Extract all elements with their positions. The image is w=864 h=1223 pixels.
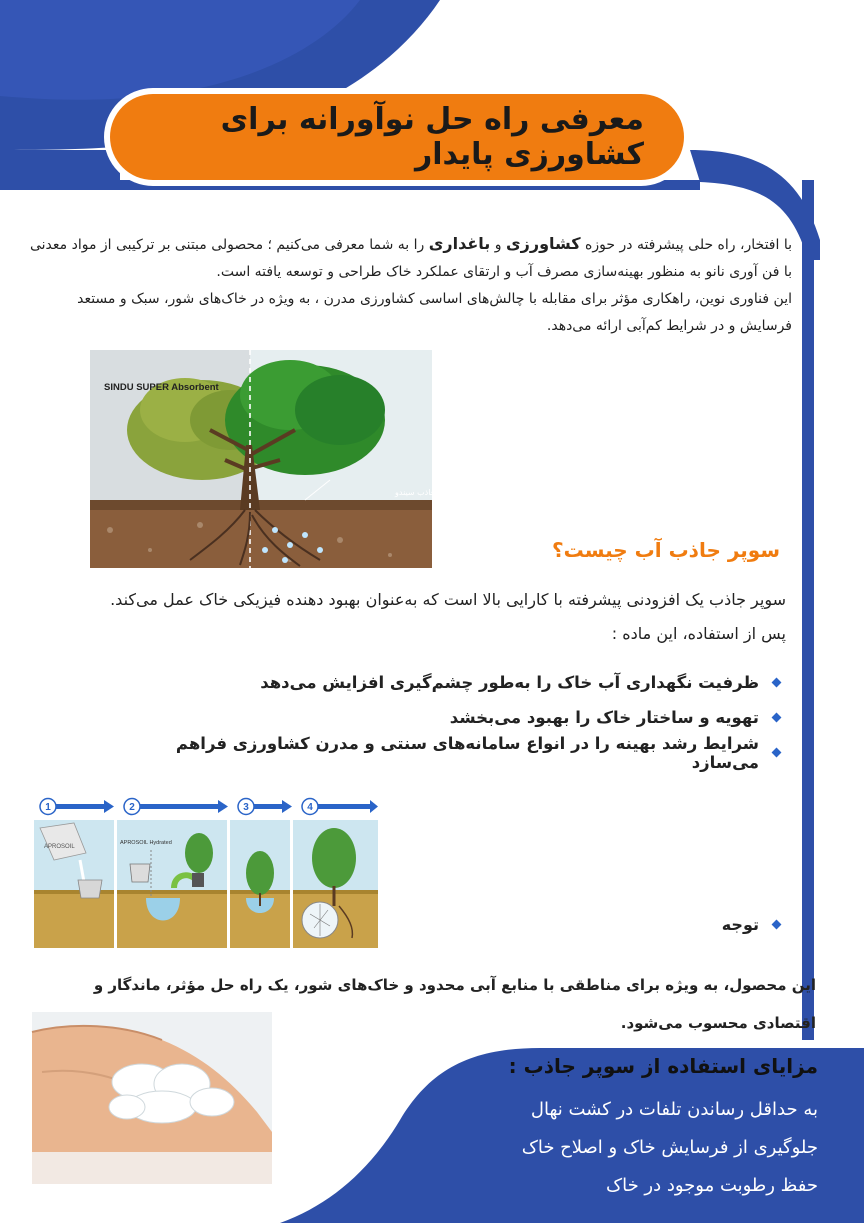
benefits-list [440,1095,818,1209]
intro-text-second: این فناوری نوین، راهکاری مؤثر برای مقابله با چالش‌های اساسی کشاورزی مدرن ، به ویژه در خاک‌های شور، سبک و مستعد فرسایش و در شرایط کم‌آبی ارائه می‌دهد. [77,291,792,334]
note-text: این محصول، به ویژه برای مناطقی با منابع آبی محدود و خاک‌های شور، یک راه حل مؤثر، ماندگار و اقتصادی محسوب می‌شود. [93,976,816,1032]
intro-paragraph [22,230,792,340]
right-edge-accent [796,180,826,1060]
definition-text: سوپر جاذب یک افزودنی پیشرفته با کارایی بالا است که به‌عنوان بهبود دهنده فیزیکی خاک عمل می‌کند. [110,590,786,609]
list-item [120,665,780,700]
tree-roots-illustration [90,350,456,568]
list-item-text: ظرفیت نگهداری آب خاک را به‌طور چشم‌گیری افزایش می‌دهد [260,673,759,692]
tree-caption-fa: سوپر جاذب سیندو [395,488,456,497]
list-item [120,700,780,735]
note-heading [600,915,780,934]
page-title: معرفی راه حل نوآورانه برای کشاورزی پایدار [220,102,644,172]
bullet-icon [772,748,782,758]
step-number: 1 [45,802,51,813]
definition-block [28,583,786,651]
step-number: 3 [243,802,249,813]
list-item-text: تهویه و ساختار خاک را بهبود می‌بخشد [449,708,759,727]
bag-label: APROSOIL [44,844,75,850]
note-title-text: توجه [721,915,759,934]
list-item [120,735,780,770]
properties-list [120,665,780,770]
list-item-text: شرایط رشد بهینه را در انواع سامانه‌های سنتی و مدرن کشاورزی فراهم می‌سازد [175,733,759,772]
after-use-text: پس از استفاده، این ماده : [611,624,786,643]
title-banner [110,94,684,180]
list-item: جلوگیری از فرسایش خاک و اصلاح خاک [521,1137,818,1158]
list-item: حفظ رطوبت موجود در خاک [605,1175,818,1196]
intro-text: با افتخار، راه حلی پیشرفته در حوزه [580,237,792,253]
intro-text: را به شما معرفی می‌کنیم ؛ محصولی مبتنی بر ترکیبی از مواد معدنی با فن آوری نانو به منظور بهینه‌سازی مصرف آب و ارتقای عملکرد خاک طراحی و توسعه یافته است. [29,237,792,280]
tree-caption-en: SINDU SUPER Absorbent [104,382,219,393]
list-item: به حداقل رساندن تلفات در کشت نهال [530,1099,818,1120]
step-number: 4 [307,802,313,813]
step-number: 2 [129,802,135,813]
bullet-icon [772,678,782,688]
bullet-icon [772,920,782,930]
intro-text: و [490,237,506,253]
benefits-title: مزایای استفاده از سوپر جاذب : [508,1054,818,1078]
usage-steps-illustration [34,798,378,948]
hand-holding-gel-photo [32,1012,272,1184]
keyword-horticulture: باغداری [428,234,491,253]
keyword-agriculture: کشاورزی [505,234,581,253]
bullet-icon [772,713,782,723]
section-heading: سوپر جاذب آب چیست؟ [552,538,780,562]
hydrated-label: APROSOIL Hydrated [120,840,172,846]
